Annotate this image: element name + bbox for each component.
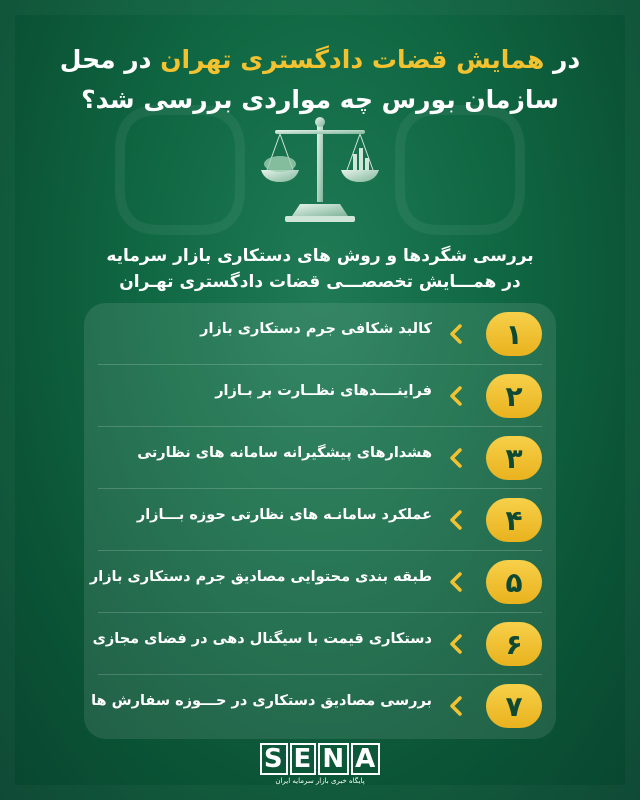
item-number-badge: ۷ — [486, 684, 542, 728]
item-label: عملکرد سامانـه های نظارتی حوزه بـــازار — [136, 507, 432, 523]
chevron-left-icon — [442, 320, 470, 348]
chevron-left-icon — [442, 382, 470, 410]
sena-logo — [263, 743, 377, 795]
chevron-left-icon — [442, 630, 470, 658]
headline-line-2: سازمان بورس چه مواردی بررسی شد؟ — [81, 85, 559, 114]
chevron-left-icon — [442, 506, 470, 534]
item-number-badge: ۵ — [486, 560, 542, 604]
logo-letter: E — [290, 743, 317, 775]
chevron-left-icon — [442, 692, 470, 720]
headline-prefix: در — [553, 45, 581, 74]
list-item — [84, 551, 556, 613]
chevron-left-icon — [442, 568, 470, 596]
list-item — [84, 427, 556, 489]
logo-letter: N — [318, 743, 349, 775]
item-label: کالبد شکافی جرم دستکاری بازار — [200, 321, 432, 337]
item-label: فراینــــدهای نظــارت بر بـازار — [215, 383, 432, 399]
subtitle-line-2: در همـــایش تخصصـــی قضات دادگستری تهـران — [119, 272, 521, 292]
subtitle — [60, 243, 580, 295]
item-number-badge: ۲ — [486, 374, 542, 418]
logo-wordmark — [263, 743, 377, 775]
balance-scale-icon — [255, 112, 385, 227]
list-item — [84, 303, 556, 365]
logo-tagline: پایگاه خبری بازار سرمایه ایران — [275, 777, 365, 785]
headline-highlight: همایش قضات دادگستری تهران — [160, 45, 545, 74]
subtitle-line-1: بررسی شگردها و روش های دستکاری بازار سرمایه — [106, 246, 534, 266]
logo-letter: A — [351, 743, 380, 775]
item-number-badge: ۴ — [486, 498, 542, 542]
item-label: دستکاری قیمت با سیگنال دهی در فضای مجازی — [92, 631, 432, 647]
headline-suffix: در محل — [59, 45, 152, 74]
list-item — [84, 613, 556, 675]
item-label: طبقه بندی محتوایی مصادیق جرم دستکاری بازار — [89, 569, 432, 585]
headline-line-1 — [40, 40, 600, 80]
item-label: بررسی مصادیق دستکاری در حـــوزه سفارش ها — [91, 693, 432, 709]
topics-panel — [84, 303, 556, 739]
list-item — [84, 489, 556, 551]
list-item — [84, 675, 556, 737]
item-number-badge: ۳ — [486, 436, 542, 480]
item-number-badge: ۶ — [486, 622, 542, 666]
item-number-badge: ۱ — [486, 312, 542, 356]
headline — [40, 40, 600, 120]
item-label: هشدارهای پیشگیرانه سامانه های نظارتی — [137, 445, 432, 461]
logo-letter: S — [260, 743, 288, 775]
chevron-left-icon — [442, 444, 470, 472]
list-item — [84, 365, 556, 427]
